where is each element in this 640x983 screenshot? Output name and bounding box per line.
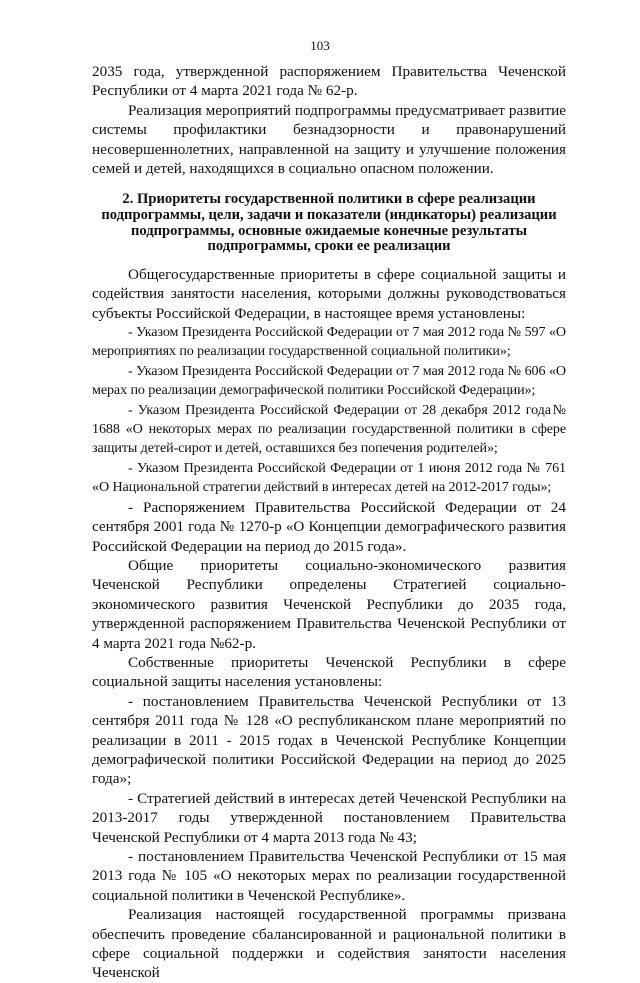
list-item: - постановлением Правительства Чеченской Республики от 13 сентября 2011 года № 128 «О республиканском плане мероприятий по реализации в 2011 - 2015 годах в Чеченской Республике Концепции демографической политики Российской Федерации на период до 2025 года»; [92,692,566,788]
paragraph: Реализация настоящей государственной программы призвана обеспечить проведение сбалансированной и рациональной политики в сфере социальной поддержки и содействия занятости населения Чеченской [92,906,566,982]
list-item: - Указом Президента Российской Федерации от 1 июня 2012 года № 761 «О Национальной стратегии действий в интересах детей на 2012-2017 годы»; [92,459,566,496]
paragraph: Реализация мероприятий подпрограммы предусматривает развитие системы профилактики безнадзорности и правонарушений несовершеннолетних, направленной на защиту и улучшение положения семей и детей, находящихся в социально опасном положении. [92,101,566,178]
paragraph: 2035 года, утвержденной распоряжением Правительства Чеченской Республики от 4 марта 2021 года № 62-р. [92,63,566,100]
page-content [92,62,566,983]
paragraph: Собственные приоритеты Чеченской Республики в сфере социальной защиты населения установлены: [92,653,566,691]
paragraph: Общие приоритеты социально-экономического развития Чеченской Республики определены Стратегией социально-экономического развития Чеченской Республики до 2035 года, утвержденной распоряжением Правительства Чеченской Республики от 4 марта 2021 года №62-р. [92,556,566,652]
list-item: - Стратегией действий в интересах детей Чеченской Республики на 2013-2017 годы утвержденной постановлением Правительства Чеченской Республики от 4 марта 2013 года № 43; [92,789,566,846]
list-item: - Указом Президента Российской Федерации от 28 декабря 2012 года№ 1688 «О некоторых мерах по реализации государственной политики в сфере защиты детей-сирот и детей, оставшихся без попечения родителей»; [92,401,566,457]
section-heading: 2. Приоритеты государственной политики в сфере реализации подпрограммы, цели, задачи и показатели (индикаторы) реализации подпрограммы, основные ожидаемые конечные результаты подпрограммы, сроки ее реализации [101,191,557,255]
list-item: - Указом Президента Российской Федерации от 7 мая 2012 года № 606 «О мерах по реализации демографической политики Российской Федерации»; [92,362,566,399]
list-item: - Указом Президента Российской Федерации от 7 мая 2012 года № 597 «О мероприятиях по реализации государственной социальной политики»; [92,324,566,360]
list-item: - Распоряжением Правительства Российской Федерации от 24 сентября 2001 года № 1270-р «О Концепции демографического развития Российской Федерации на период до 2015 года». [92,498,566,555]
paragraph: Общегосударственные приоритеты в сфере социальной защиты и содействия занятости населения, которыми должны руководствоваться субъекты Российской Федерации, в настоящее время установлены: [92,265,566,322]
page-number: 103 [310,38,330,53]
list-item: - постановлением Правительства Чеченской Республики от 15 мая 2013 года № 105 «О некоторых мерах по реализации государственной социальной политики в Чеченской Республике». [92,848,566,904]
